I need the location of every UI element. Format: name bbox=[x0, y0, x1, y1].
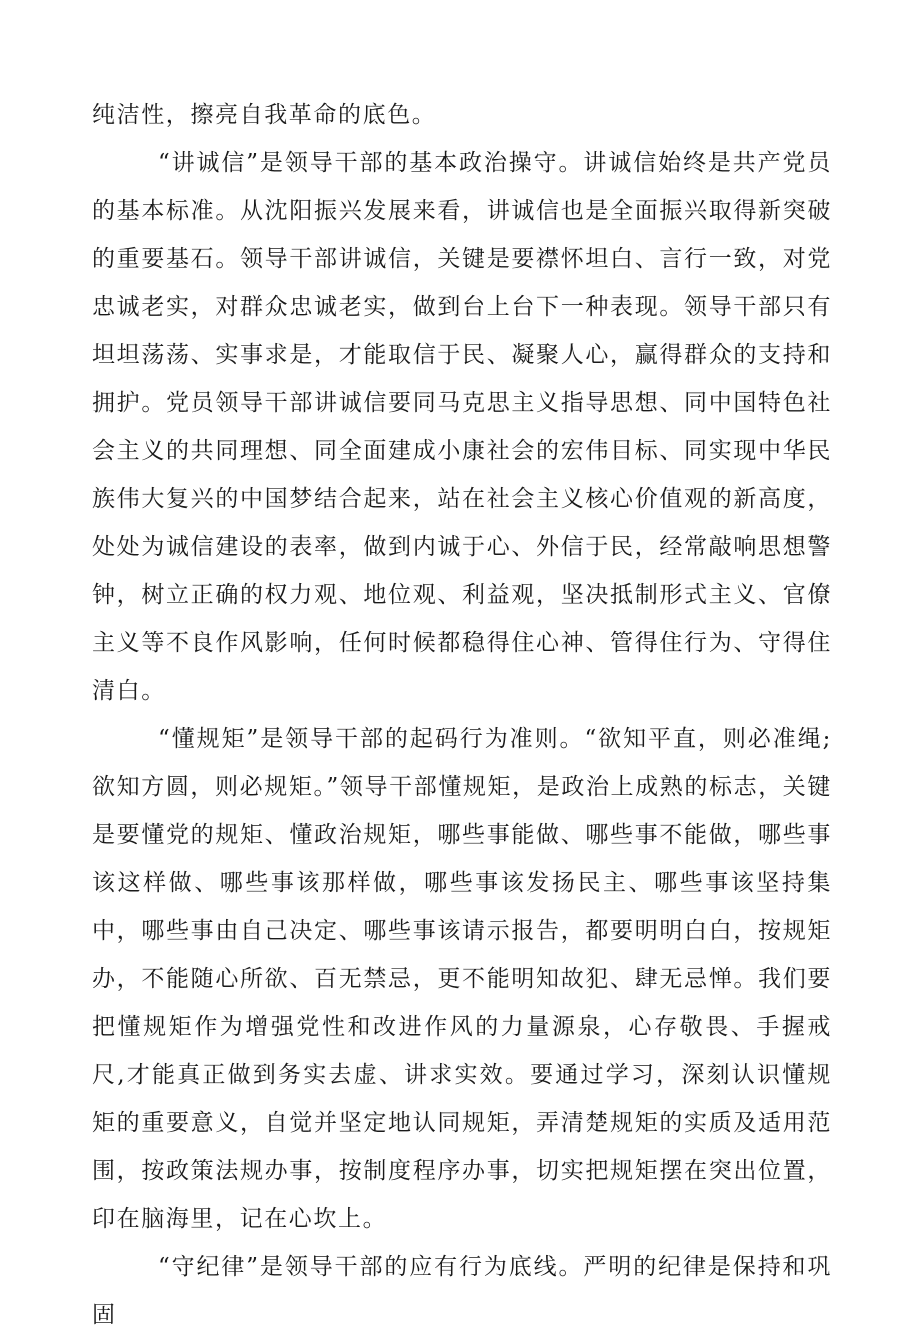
paragraph-continuation: 纯洁性，擦亮自我革命的底色。 bbox=[92, 102, 437, 128]
paragraph-rules: “懂规矩”是领导干部的起码行为准则。“欲知平直，则必准绳;欲知方圆，则必规矩。”领导干部懂规矩，是政治上成熟的标志，关键是要懂党的规矩、懂政治规矩，哪些事能做、哪些事不能做，哪些事该这样做、哪些事该那样做，哪些事该发扬民主、哪些事该坚持集中，哪些事由自己决定、哪些事该请示报告，都要明明白白，按规矩办，不能随心所欲、百无禁忌，更不能明知故犯、肆无忌惮。我们要把懂规矩作为增强党性和改进作风的力量源泉，心存敬畏、手握戒尺,才能真正做到务实去虚、讲求实效。要通过学习，深刻认识懂规矩的重要意义，自觉并坚定地认同规矩，弄清楚规矩的实质及适用范围，按政策法规办事，按制度程序办事，切实把规矩摆在突出位置，印在脑海里，记在心坎上。 bbox=[92, 726, 832, 1232]
paragraph-discipline: “守纪律”是领导干部的应有行为底线。严明的纪律是保持和巩固 bbox=[92, 1254, 832, 1328]
paragraph-integrity: “讲诚信”是领导干部的基本政治操守。讲诚信始终是共产党员的基本标准。从沈阳振兴发展来看，讲诚信也是全面振兴取得新突破的重要基石。领导干部讲诚信，关键是要襟怀坦白、言行一致，对党忠诚老实，对群众忠诚老实，做到台上台下一种表现。领导干部只有坦坦荡荡、实事求是，才能取信于民、凝聚人心，赢得群众的支持和拥护。党员领导干部讲诚信要同马克思主义指导思想、同中国特色社会主义的共同理想、同全面建成小康社会的宏伟目标、同实现中华民族伟大复兴的中国梦结合起来，站在社会主义核心价值观的新高度，处处为诚信建设的表率，做到内诚于心、外信于民，经常敲响思想警钟，树立正确的权力观、地位观、利益观，坚决抵制形式主义、官僚主义等不良作风影响，任何时候都稳得住心神、管得住行为、守得住清白。 bbox=[92, 150, 832, 704]
body-text bbox=[92, 91, 832, 1339]
